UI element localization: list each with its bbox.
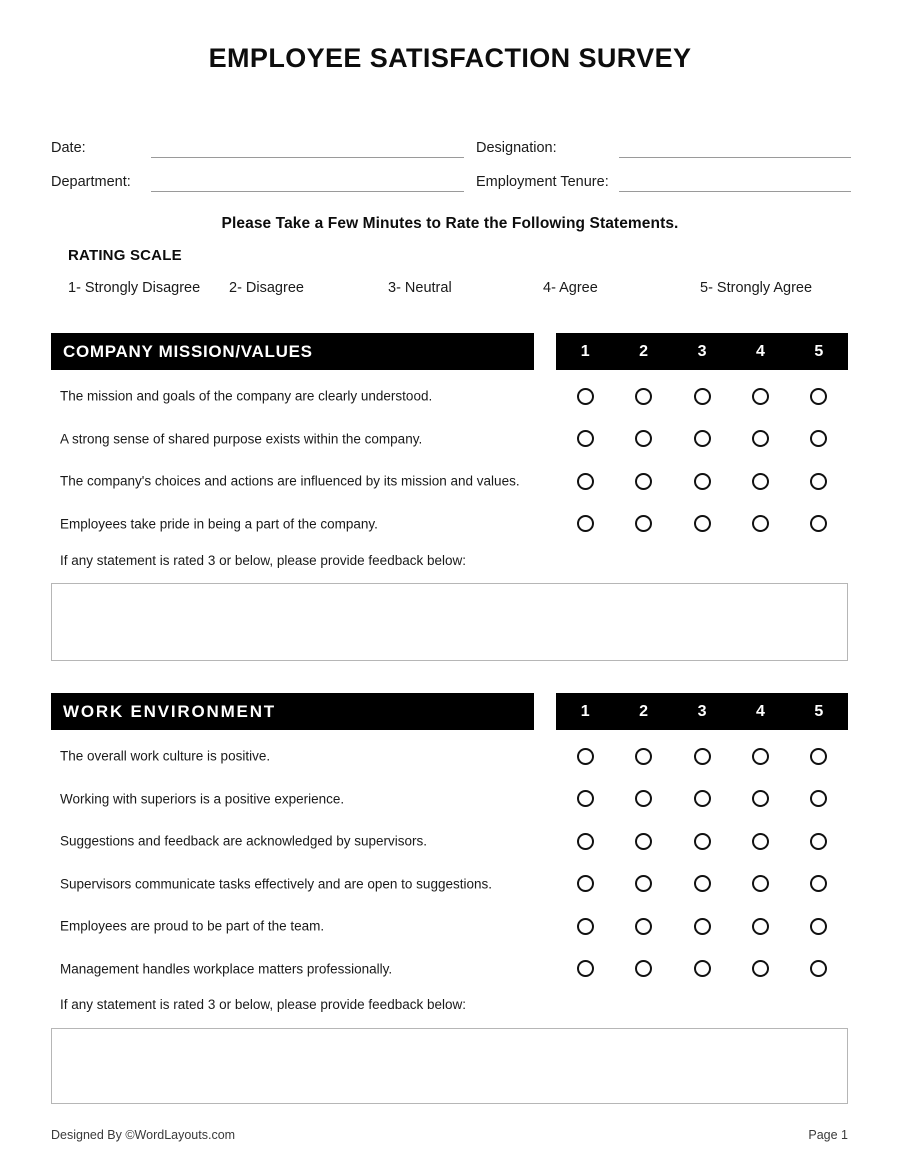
department-label: Department: [51,174,131,190]
statement-row [0,820,900,863]
radio-circle-icon[interactable] [635,515,652,532]
statement-row [0,375,900,418]
rating-option-4[interactable] [731,948,789,991]
rating-column-header [556,333,848,370]
radio-circle-icon[interactable] [694,473,711,490]
rating-option-4[interactable] [731,418,789,461]
statement-row [0,778,900,821]
employment-tenure-label: Employment Tenure: [476,174,609,190]
statement-row [0,503,900,546]
statement-text: Employees are proud to be part of the team. [60,918,325,934]
rating-scale-item-5: 5- Strongly Agree [700,280,813,296]
radio-circle-icon[interactable] [694,388,711,405]
rating-options [556,460,848,503]
designation-input[interactable] [619,156,851,158]
statement-list [0,375,900,545]
rating-option-2[interactable] [614,503,672,546]
feedback-textarea[interactable] [51,583,848,661]
rating-options [556,778,848,821]
statement-text: A strong sense of shared purpose exists within the company. [60,431,423,447]
radio-circle-icon[interactable] [635,960,652,977]
radio-circle-icon[interactable] [752,515,769,532]
rating-column-5: 5 [814,342,824,360]
statement-text: The overall work culture is positive. [60,748,271,764]
rating-scale-item-2: 2- Disagree [229,280,304,296]
rating-option-1[interactable] [556,375,614,418]
rating-column-header [556,693,848,730]
statement-text: Management handles workplace matters professionally. [60,961,393,977]
rating-option-2[interactable] [614,375,672,418]
radio-circle-icon[interactable] [694,790,711,807]
statement-text: Suggestions and feedback are acknowledged by supervisors. [60,833,427,849]
rating-option-2[interactable] [614,820,672,863]
rating-option-4[interactable] [731,503,789,546]
rating-options [556,375,848,418]
rating-option-5[interactable] [790,503,848,546]
rating-option-5[interactable] [790,375,848,418]
rating-option-5[interactable] [790,820,848,863]
section-header [0,693,900,730]
radio-circle-icon[interactable] [752,960,769,977]
rating-option-1[interactable] [556,820,614,863]
footer-page-number: Page 1 [808,1128,848,1142]
rating-option-3[interactable] [673,820,731,863]
rating-option-4[interactable] [731,375,789,418]
respondent-info-block [51,124,851,192]
rating-option-2[interactable] [614,460,672,503]
section-company-mission-values [0,333,900,545]
rating-option-3[interactable] [673,503,731,546]
rating-option-3[interactable] [673,905,731,948]
statement-text: Employees take pride in being a part of the company. [60,516,378,532]
radio-circle-icon[interactable] [577,748,594,765]
section-title-bar [51,333,534,370]
rating-option-2[interactable] [614,735,672,778]
rating-column-3: 3 [697,342,707,360]
feedback-textarea[interactable] [51,1028,848,1104]
rating-option-2[interactable] [614,905,672,948]
rating-option-3[interactable] [673,948,731,991]
rating-option-2[interactable] [614,418,672,461]
rating-column-1: 1 [580,342,590,360]
radio-circle-icon[interactable] [752,430,769,447]
section-work-environment [0,693,900,990]
statement-row [0,863,900,906]
rating-options [556,735,848,778]
rating-column-2: 2 [639,702,649,720]
radio-circle-icon[interactable] [752,790,769,807]
rating-scale-item-1: 1- Strongly Disagree [68,280,201,296]
rating-option-4[interactable] [731,863,789,906]
statement-row [0,735,900,778]
radio-circle-icon[interactable] [577,388,594,405]
radio-circle-icon[interactable] [635,430,652,447]
section-title-bar [51,693,534,730]
department-input[interactable] [151,190,464,192]
rating-option-1[interactable] [556,503,614,546]
rating-option-1[interactable] [556,948,614,991]
statement-row [0,905,900,948]
rating-option-5[interactable] [790,460,848,503]
rating-scale-item-4: 4- Agree [543,280,598,296]
radio-circle-icon[interactable] [694,515,711,532]
radio-circle-icon[interactable] [577,833,594,850]
rating-option-1[interactable] [556,863,614,906]
rating-scale-item-3: 3- Neutral [388,280,452,296]
rating-column-4: 4 [755,342,765,360]
rating-column-5: 5 [814,702,824,720]
rating-options [556,863,848,906]
radio-circle-icon[interactable] [694,748,711,765]
rating-options [556,418,848,461]
radio-circle-icon[interactable] [752,833,769,850]
radio-circle-icon[interactable] [694,430,711,447]
radio-circle-icon[interactable] [577,790,594,807]
rating-option-3[interactable] [673,735,731,778]
rating-column-3: 3 [697,702,707,720]
rating-column-2: 2 [639,342,649,360]
section-header [0,333,900,370]
radio-circle-icon[interactable] [810,748,827,765]
rating-option-5[interactable] [790,418,848,461]
designation-field-group [476,132,851,158]
radio-circle-icon[interactable] [577,960,594,977]
radio-circle-icon[interactable] [577,918,594,935]
rating-options [556,503,848,546]
employment-tenure-input[interactable] [619,190,851,192]
rating-scale-legend [68,280,848,300]
rating-option-5[interactable] [790,948,848,991]
radio-circle-icon[interactable] [752,388,769,405]
statement-row [0,460,900,503]
date-label: Date: [51,140,86,156]
radio-circle-icon[interactable] [635,833,652,850]
rating-options [556,948,848,991]
rating-option-3[interactable] [673,375,731,418]
radio-circle-icon[interactable] [752,473,769,490]
radio-circle-icon[interactable] [810,790,827,807]
date-input[interactable] [151,156,464,158]
radio-circle-icon[interactable] [577,430,594,447]
page-footer [51,1128,848,1142]
rating-option-3[interactable] [673,460,731,503]
radio-circle-icon[interactable] [810,960,827,977]
radio-circle-icon[interactable] [752,918,769,935]
radio-circle-icon[interactable] [577,473,594,490]
rating-option-1[interactable] [556,778,614,821]
rating-scale-title: RATING SCALE [68,247,182,264]
radio-circle-icon[interactable] [810,430,827,447]
rating-option-3[interactable] [673,863,731,906]
radio-circle-icon[interactable] [810,833,827,850]
statement-text: The company's choices and actions are influenced by its mission and values. [60,473,520,489]
department-field-group [51,166,476,192]
radio-circle-icon[interactable] [810,918,827,935]
rating-option-1[interactable] [556,905,614,948]
rating-option-2[interactable] [614,863,672,906]
feedback-label: If any statement is rated 3 or below, please provide feedback below: [60,997,466,1012]
rating-option-4[interactable] [731,820,789,863]
designation-label: Designation: [476,140,557,156]
radio-circle-icon[interactable] [810,388,827,405]
date-field-group [51,132,476,158]
radio-circle-icon[interactable] [577,515,594,532]
rating-option-5[interactable] [790,905,848,948]
radio-circle-icon[interactable] [635,388,652,405]
rating-option-4[interactable] [731,905,789,948]
radio-circle-icon[interactable] [694,833,711,850]
statement-row [0,418,900,461]
rating-options [556,820,848,863]
instruction-text: Please Take a Few Minutes to Rate the Following Statements. [221,215,679,232]
feedback-label: If any statement is rated 3 or below, please provide feedback below: [60,553,466,568]
rating-options [556,905,848,948]
rating-option-5[interactable] [790,863,848,906]
rating-option-1[interactable] [556,418,614,461]
radio-circle-icon[interactable] [752,748,769,765]
section-title: COMPANY MISSION/VALUES [63,341,313,361]
radio-circle-icon[interactable] [810,875,827,892]
radio-circle-icon[interactable] [810,473,827,490]
rating-option-3[interactable] [673,778,731,821]
info-row-first [51,124,851,158]
radio-circle-icon[interactable] [635,918,652,935]
statement-text: Working with superiors is a positive experience. [60,791,345,807]
statement-text: Supervisors communicate tasks effectively and are open to suggestions. [60,876,492,892]
radio-circle-icon[interactable] [694,918,711,935]
rating-option-5[interactable] [790,778,848,821]
radio-circle-icon[interactable] [635,875,652,892]
rating-option-2[interactable] [614,778,672,821]
info-row-second [51,158,851,192]
radio-circle-icon[interactable] [694,960,711,977]
rating-column-4: 4 [755,702,765,720]
radio-circle-icon[interactable] [635,790,652,807]
rating-option-5[interactable] [790,735,848,778]
rating-option-4[interactable] [731,735,789,778]
radio-circle-icon[interactable] [752,875,769,892]
section-title: WORK ENVIRONMENT [63,701,276,721]
radio-circle-icon[interactable] [635,473,652,490]
rating-option-4[interactable] [731,778,789,821]
page-title: EMPLOYEE SATISFACTION SURVEY [208,43,692,73]
rating-option-2[interactable] [614,948,672,991]
tenure-field-group [476,166,851,192]
footer-credit: Designed By ©WordLayouts.com [51,1128,236,1142]
rating-option-1[interactable] [556,735,614,778]
radio-circle-icon[interactable] [694,875,711,892]
statement-list [0,735,900,990]
rating-option-3[interactable] [673,418,731,461]
rating-column-1: 1 [580,702,590,720]
statement-row [0,948,900,991]
radio-circle-icon[interactable] [577,875,594,892]
rating-option-4[interactable] [731,460,789,503]
radio-circle-icon[interactable] [635,748,652,765]
statement-text: The mission and goals of the company are clearly understood. [60,388,433,404]
radio-circle-icon[interactable] [810,515,827,532]
rating-option-1[interactable] [556,460,614,503]
